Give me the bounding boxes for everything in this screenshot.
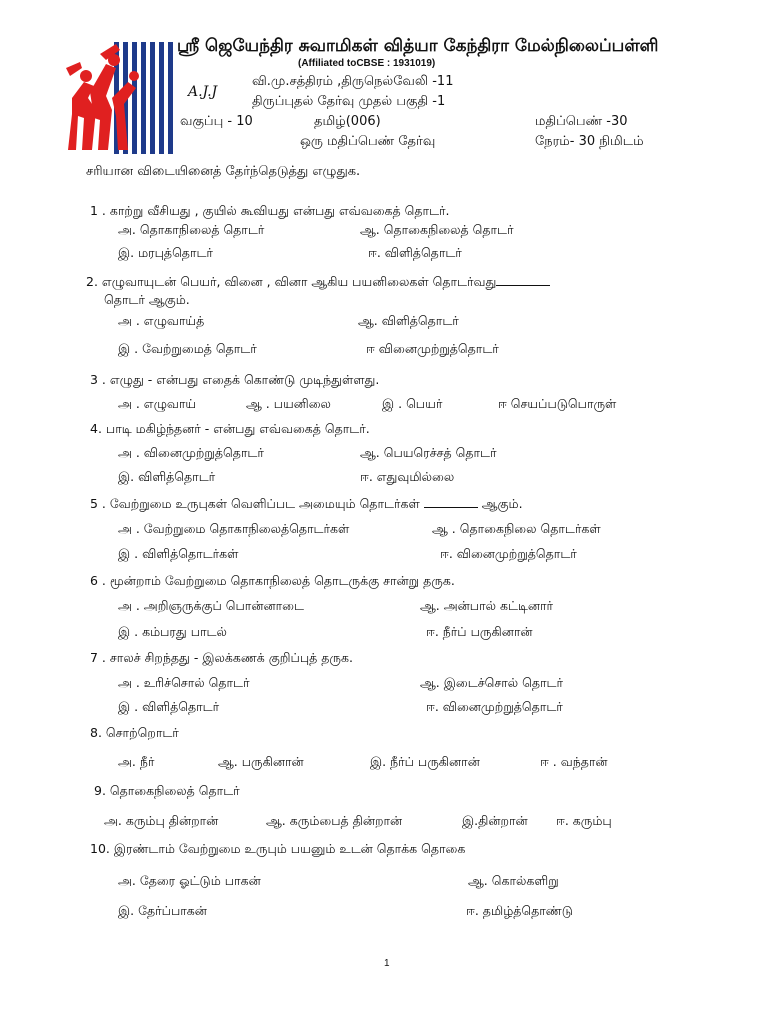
q7-option-d: ஈ. வினைமுற்றுத்தொடர் <box>426 699 563 714</box>
question-6: 6 . மூன்றாம் வேற்றுமை தொகாநிலைத் தொடருக்கு சான்று தருக. <box>90 573 455 588</box>
q7-option-b: ஆ. இடைச்சொல் தொடர் <box>420 675 564 690</box>
marks-label: மதிப்பெண் -30 <box>535 114 628 129</box>
q6-option-b: ஆ. அன்பால் கட்டினார் <box>420 598 554 613</box>
affiliation-text: (Affiliated toCBSE : 1931019) <box>298 58 436 69</box>
question-10: 10. இரண்டாம் வேற்றுமை உருபும் பயனும் உடன் தொக்க தொகை <box>90 841 466 856</box>
q5-option-d: ஈ. வினைமுற்றுத்தொடர் <box>440 546 577 561</box>
q8-option-b: ஆ. பருகினான் <box>218 754 304 769</box>
q9-option-c: இ.தின்றான் <box>462 813 528 828</box>
q1-option-c: இ. மரபுத்தொடர் <box>118 245 213 260</box>
q7-option-c: இ . விளித்தொடர் <box>118 699 220 714</box>
question-7: 7 . சாலச் சிறந்தது - இலக்கணக் குறிப்புத் தருக. <box>90 650 353 665</box>
q4-option-c: இ. விளித்தொடர் <box>118 469 216 484</box>
q7-option-a: அ . உரிச்சொல் தொடர் <box>118 675 250 690</box>
q10-option-b: ஆ. கொல்களிறு <box>468 873 559 888</box>
q4-option-b: ஆ. பெயரெச்சத் தொடர் <box>360 445 497 460</box>
class-label: வகுப்பு - 10 <box>180 114 253 129</box>
question-2-text: 2. எழுவாயுடன் பெயர், வினை , வினா ஆகிய பயனிலைகள் தொடர்வது <box>86 274 497 289</box>
q10-option-a: அ. தேரை ஓட்டும் பாகன் <box>118 873 261 888</box>
q8-option-a: அ. நீர் <box>118 754 155 769</box>
q1-option-d: ஈ. விளித்தொடர் <box>368 245 462 260</box>
q1-option-a: அ. தொகாநிலைத் தொடர் <box>118 222 265 237</box>
question-1: 1 . காற்று வீசியது , குயில் கூவியது என்பது எவ்வகைத் தொடர். <box>90 203 450 218</box>
question-3: 3 . எழுது - என்பது எதைக் கொண்டு முடிந்துள்ளது. <box>90 372 380 387</box>
q9-option-b: ஆ. கரும்பைத் தின்றான் <box>266 813 403 828</box>
q3-option-b: ஆ . பயனிலை <box>246 396 331 411</box>
q2-option-a: அ . எழுவாய்த் <box>118 313 205 328</box>
question-4: 4. பாடி மகிழ்ந்தனர் - என்பது எவ்வகைத் தொடர். <box>90 421 370 436</box>
q5-option-a: அ . வேற்றுமை தொகாநிலைத்தொடர்கள் <box>118 521 350 536</box>
q10-option-c: இ. தேர்ப்பாகன் <box>118 903 207 918</box>
question-8: 8. சொற்றொடர் <box>90 725 179 740</box>
subject-label: தமிழ்(006) <box>314 114 381 129</box>
page-number: 1 <box>384 958 390 969</box>
logo-signature: A.J.J <box>188 84 218 100</box>
q6-option-c: இ . கம்பரது பாடல் <box>118 624 227 639</box>
q10-option-d: ஈ. தமிழ்த்தொண்டு <box>466 903 573 918</box>
school-address: வி.மு.சத்திரம் ,திருநெல்வேலி -11 <box>252 74 454 89</box>
question-9: 9. தொகைநிலைத் தொடர் <box>94 783 240 798</box>
answer-blank <box>424 497 478 508</box>
q9-option-d: ஈ. கரும்பு <box>556 813 612 828</box>
q5-option-c: இ . விளித்தொடர்கள் <box>118 546 239 561</box>
q6-option-a: அ . அறிஞருக்குப் பொன்னாடை <box>118 598 304 613</box>
question-5 <box>90 496 523 513</box>
q8-option-d: ஈ . வந்தான் <box>540 754 608 769</box>
q6-option-d: ஈ. நீர்ப் பருகினான் <box>426 624 533 639</box>
q3-option-c: இ . பெயர் <box>382 396 443 411</box>
q9-option-a: அ. கரும்பு தின்றான் <box>104 813 219 828</box>
question-2-cont: தொடர் ஆகும். <box>104 292 190 307</box>
q3-option-d: ஈ செயப்படுபொருள் <box>498 396 617 411</box>
q4-option-d: ஈ. எதுவுமில்லை <box>360 469 455 484</box>
exam-title: திருப்புதல் தேர்வு முதல் பகுதி -1 <box>252 94 446 109</box>
q1-option-b: ஆ. தொகைநிலைத் தொடர் <box>360 222 514 237</box>
q5-option-b: ஆ . தொகைநிலை தொடர்கள் <box>432 521 601 536</box>
q2-option-d: ஈ வினைமுற்றுத்தொடர் <box>366 341 499 356</box>
question-5-text: 5 . வேற்றுமை உருபுகள் வெளிப்பட அமையும் தொடர்கள் <box>90 496 420 511</box>
school-name: ஸ்ரீ ஜெயேந்திர சுவாமிகள் வித்யா கேந்திரா மேல்நிலைப்பள்ளி <box>177 36 659 56</box>
instruction: சரியான விடையினைத் தேர்ந்தெடுத்து எழுதுக. <box>86 164 361 179</box>
time-label: நேரம்- 30 நிமிடம் <box>535 134 644 149</box>
answer-blank <box>496 275 550 286</box>
q2-option-c: இ . வேற்றுமைத் தொடர் <box>118 341 257 356</box>
question-5-end: ஆகும். <box>481 496 523 511</box>
q2-option-b: ஆ. விளித்தொடர் <box>358 313 459 328</box>
q3-option-a: அ . எழுவாய் <box>118 396 197 411</box>
question-2 <box>86 274 550 291</box>
test-type: ஒரு மதிப்பெண் தேர்வு <box>300 134 436 149</box>
q8-option-c: இ. நீர்ப் பருகினான் <box>370 754 480 769</box>
school-logo <box>66 38 178 154</box>
q4-option-a: அ . வினைமுற்றுத்தொடர் <box>118 445 264 460</box>
